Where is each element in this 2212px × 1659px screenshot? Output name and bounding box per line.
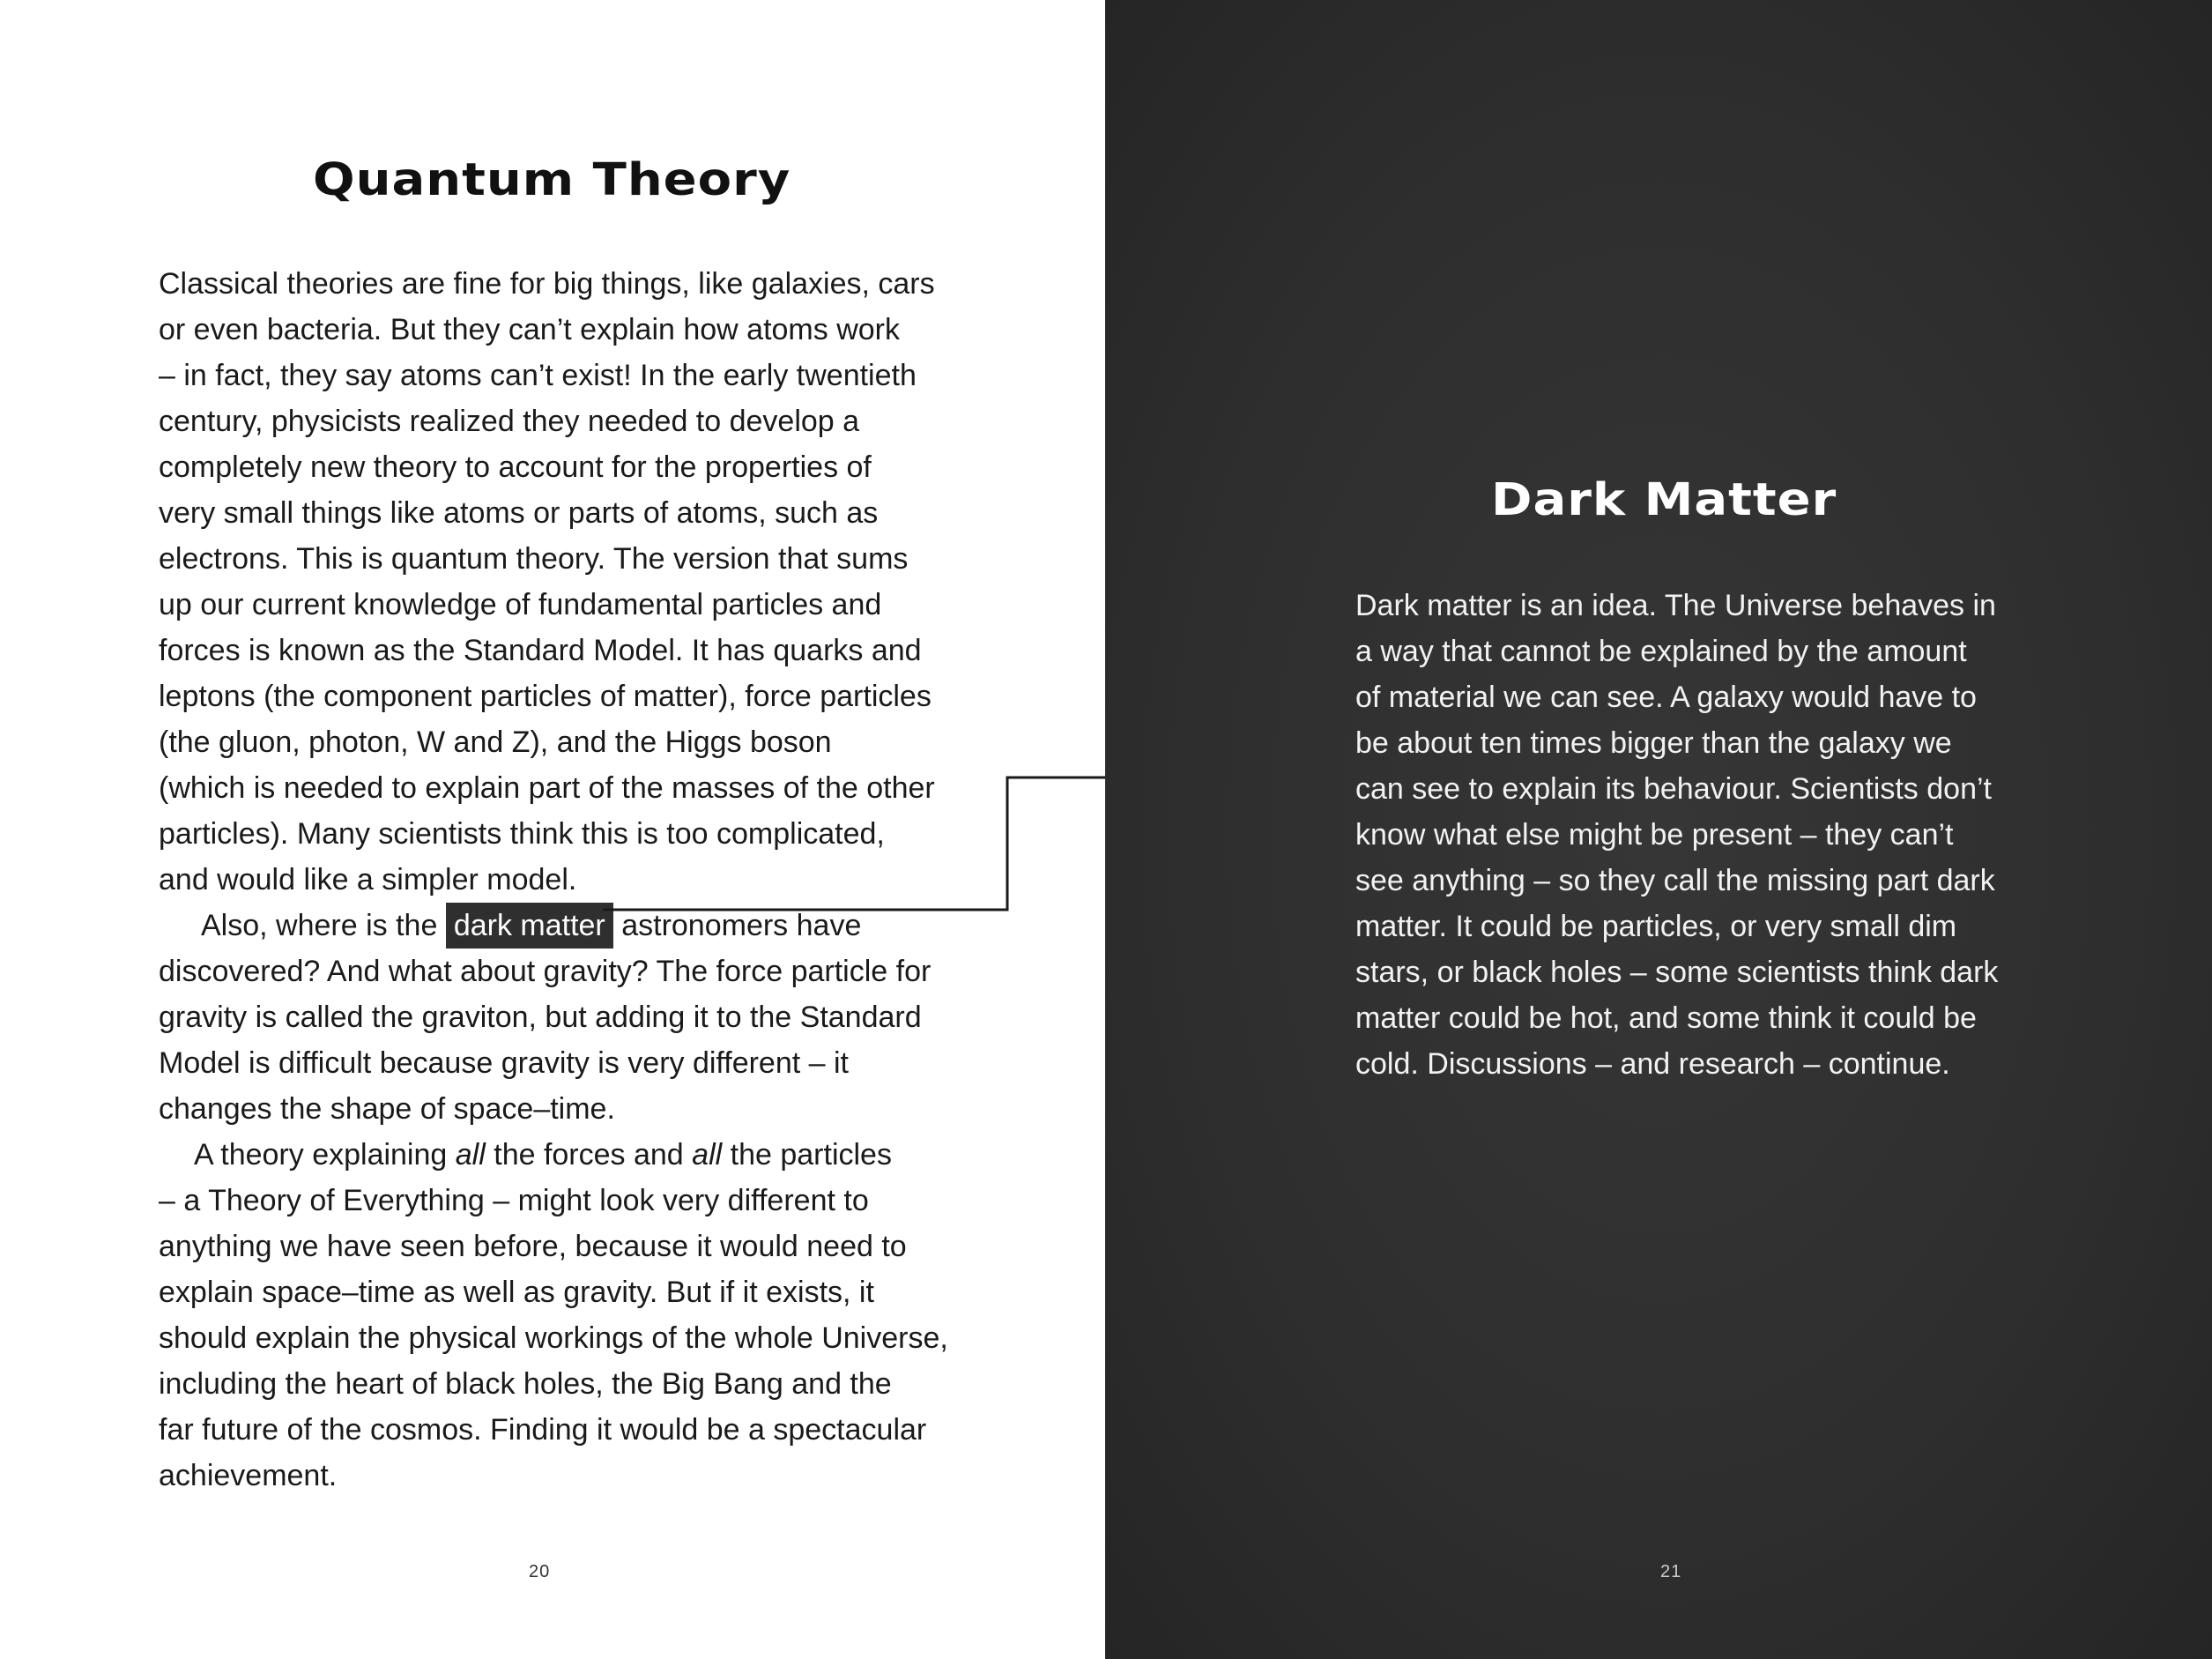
page-number-right: 21 — [1660, 1562, 1682, 1581]
text-line: very small things like atoms or parts of atoms, such as — [159, 496, 879, 530]
page-title-dark-matter: Dark Matter — [1491, 474, 1837, 526]
text-fragment: the forces and — [485, 1138, 693, 1172]
text-line: electrons. This is quantum theory. The version that sums — [159, 542, 909, 576]
text-line: and would like a simpler model. — [159, 863, 577, 896]
text-line: know what else might be present – they can’t — [1355, 818, 1954, 852]
text-line: Model is difficult because gravity is very different – it — [159, 1046, 849, 1080]
text-line: – in fact, they say atoms can’t exist! In the early twentieth — [159, 359, 917, 392]
text-line: should explain the physical workings of the whole Universe, — [159, 1321, 948, 1355]
text-fragment: Also, where is the — [201, 909, 438, 942]
text-fragment: the particles — [722, 1138, 892, 1172]
text-line-with-highlight — [159, 903, 952, 949]
emphasis-all: all — [692, 1138, 723, 1172]
text-line: achievement. — [159, 1459, 338, 1492]
text-line: leptons (the component particles of matter), force particles — [159, 680, 932, 713]
text-line: be about ten times bigger than the galaxy we — [1355, 726, 1952, 760]
right-body-text — [1355, 583, 1999, 1087]
text-line: of material we can see. A galaxy would have to — [1355, 681, 1977, 714]
left-page — [0, 0, 1105, 1659]
text-line: including the heart of black holes, the Big Bang and the — [159, 1367, 892, 1401]
text-fragment: astronomers have — [621, 909, 862, 942]
text-line: cold. Discussions – and research – continue. — [1355, 1047, 1950, 1081]
text-line: far future of the cosmos. Finding it would be a spectacular — [159, 1413, 927, 1447]
text-line: forces is known as the Standard Model. It has quarks and — [159, 634, 922, 667]
text-line: see anything – so they call the missing part dark — [1355, 864, 1995, 897]
text-line: or even bacteria. But they can’t explain how atoms work — [159, 313, 900, 346]
text-fragment: A theory explaining — [194, 1138, 456, 1172]
text-line: (the gluon, photon, W and Z), and the Higgs boson — [159, 725, 832, 759]
text-line: Classical theories are fine for big things, like galaxies, cars — [159, 267, 935, 301]
text-line: century, physicists realized they needed to develop a — [159, 405, 860, 438]
text-line: particles). Many scientists think this is too complicated, — [159, 817, 885, 851]
text-line: (which is needed to explain part of the masses of the other — [159, 771, 935, 805]
text-line: gravity is called the graviton, but adding it to the Standard — [159, 1001, 922, 1034]
text-line: completely new theory to account for the properties of — [159, 450, 872, 484]
left-body-text — [159, 261, 952, 1499]
text-line: explain space–time as well as gravity. But if it exists, it — [159, 1276, 874, 1309]
text-line: up our current knowledge of fundamental particles and — [159, 588, 882, 621]
emphasis-all: all — [455, 1138, 486, 1172]
text-line: stars, or black holes – some scientists think dark — [1355, 956, 1999, 989]
text-line: anything we have seen before, because it would need to — [159, 1230, 907, 1263]
page-number-left: 20 — [529, 1562, 551, 1581]
page-title-quantum-theory: Quantum Theory — [313, 154, 791, 206]
text-line: discovered? And what about gravity? The force particle for — [159, 955, 932, 988]
text-line-italic-mix — [159, 1132, 952, 1178]
text-line: Dark matter is an idea. The Universe behaves in — [1355, 589, 1996, 622]
dark-matter-highlight[interactable]: dark matter — [446, 903, 613, 949]
text-line: a way that cannot be explained by the amount — [1355, 635, 1967, 668]
text-line: matter. It could be particles, or very small dim — [1355, 910, 1957, 943]
text-line: matter could be hot, and some think it could be — [1355, 1001, 1977, 1035]
text-line: changes the shape of space–time. — [159, 1092, 615, 1126]
text-line: can see to explain its behaviour. Scientists don’t — [1355, 772, 1992, 806]
text-line: – a Theory of Everything – might look very different to — [159, 1184, 869, 1217]
